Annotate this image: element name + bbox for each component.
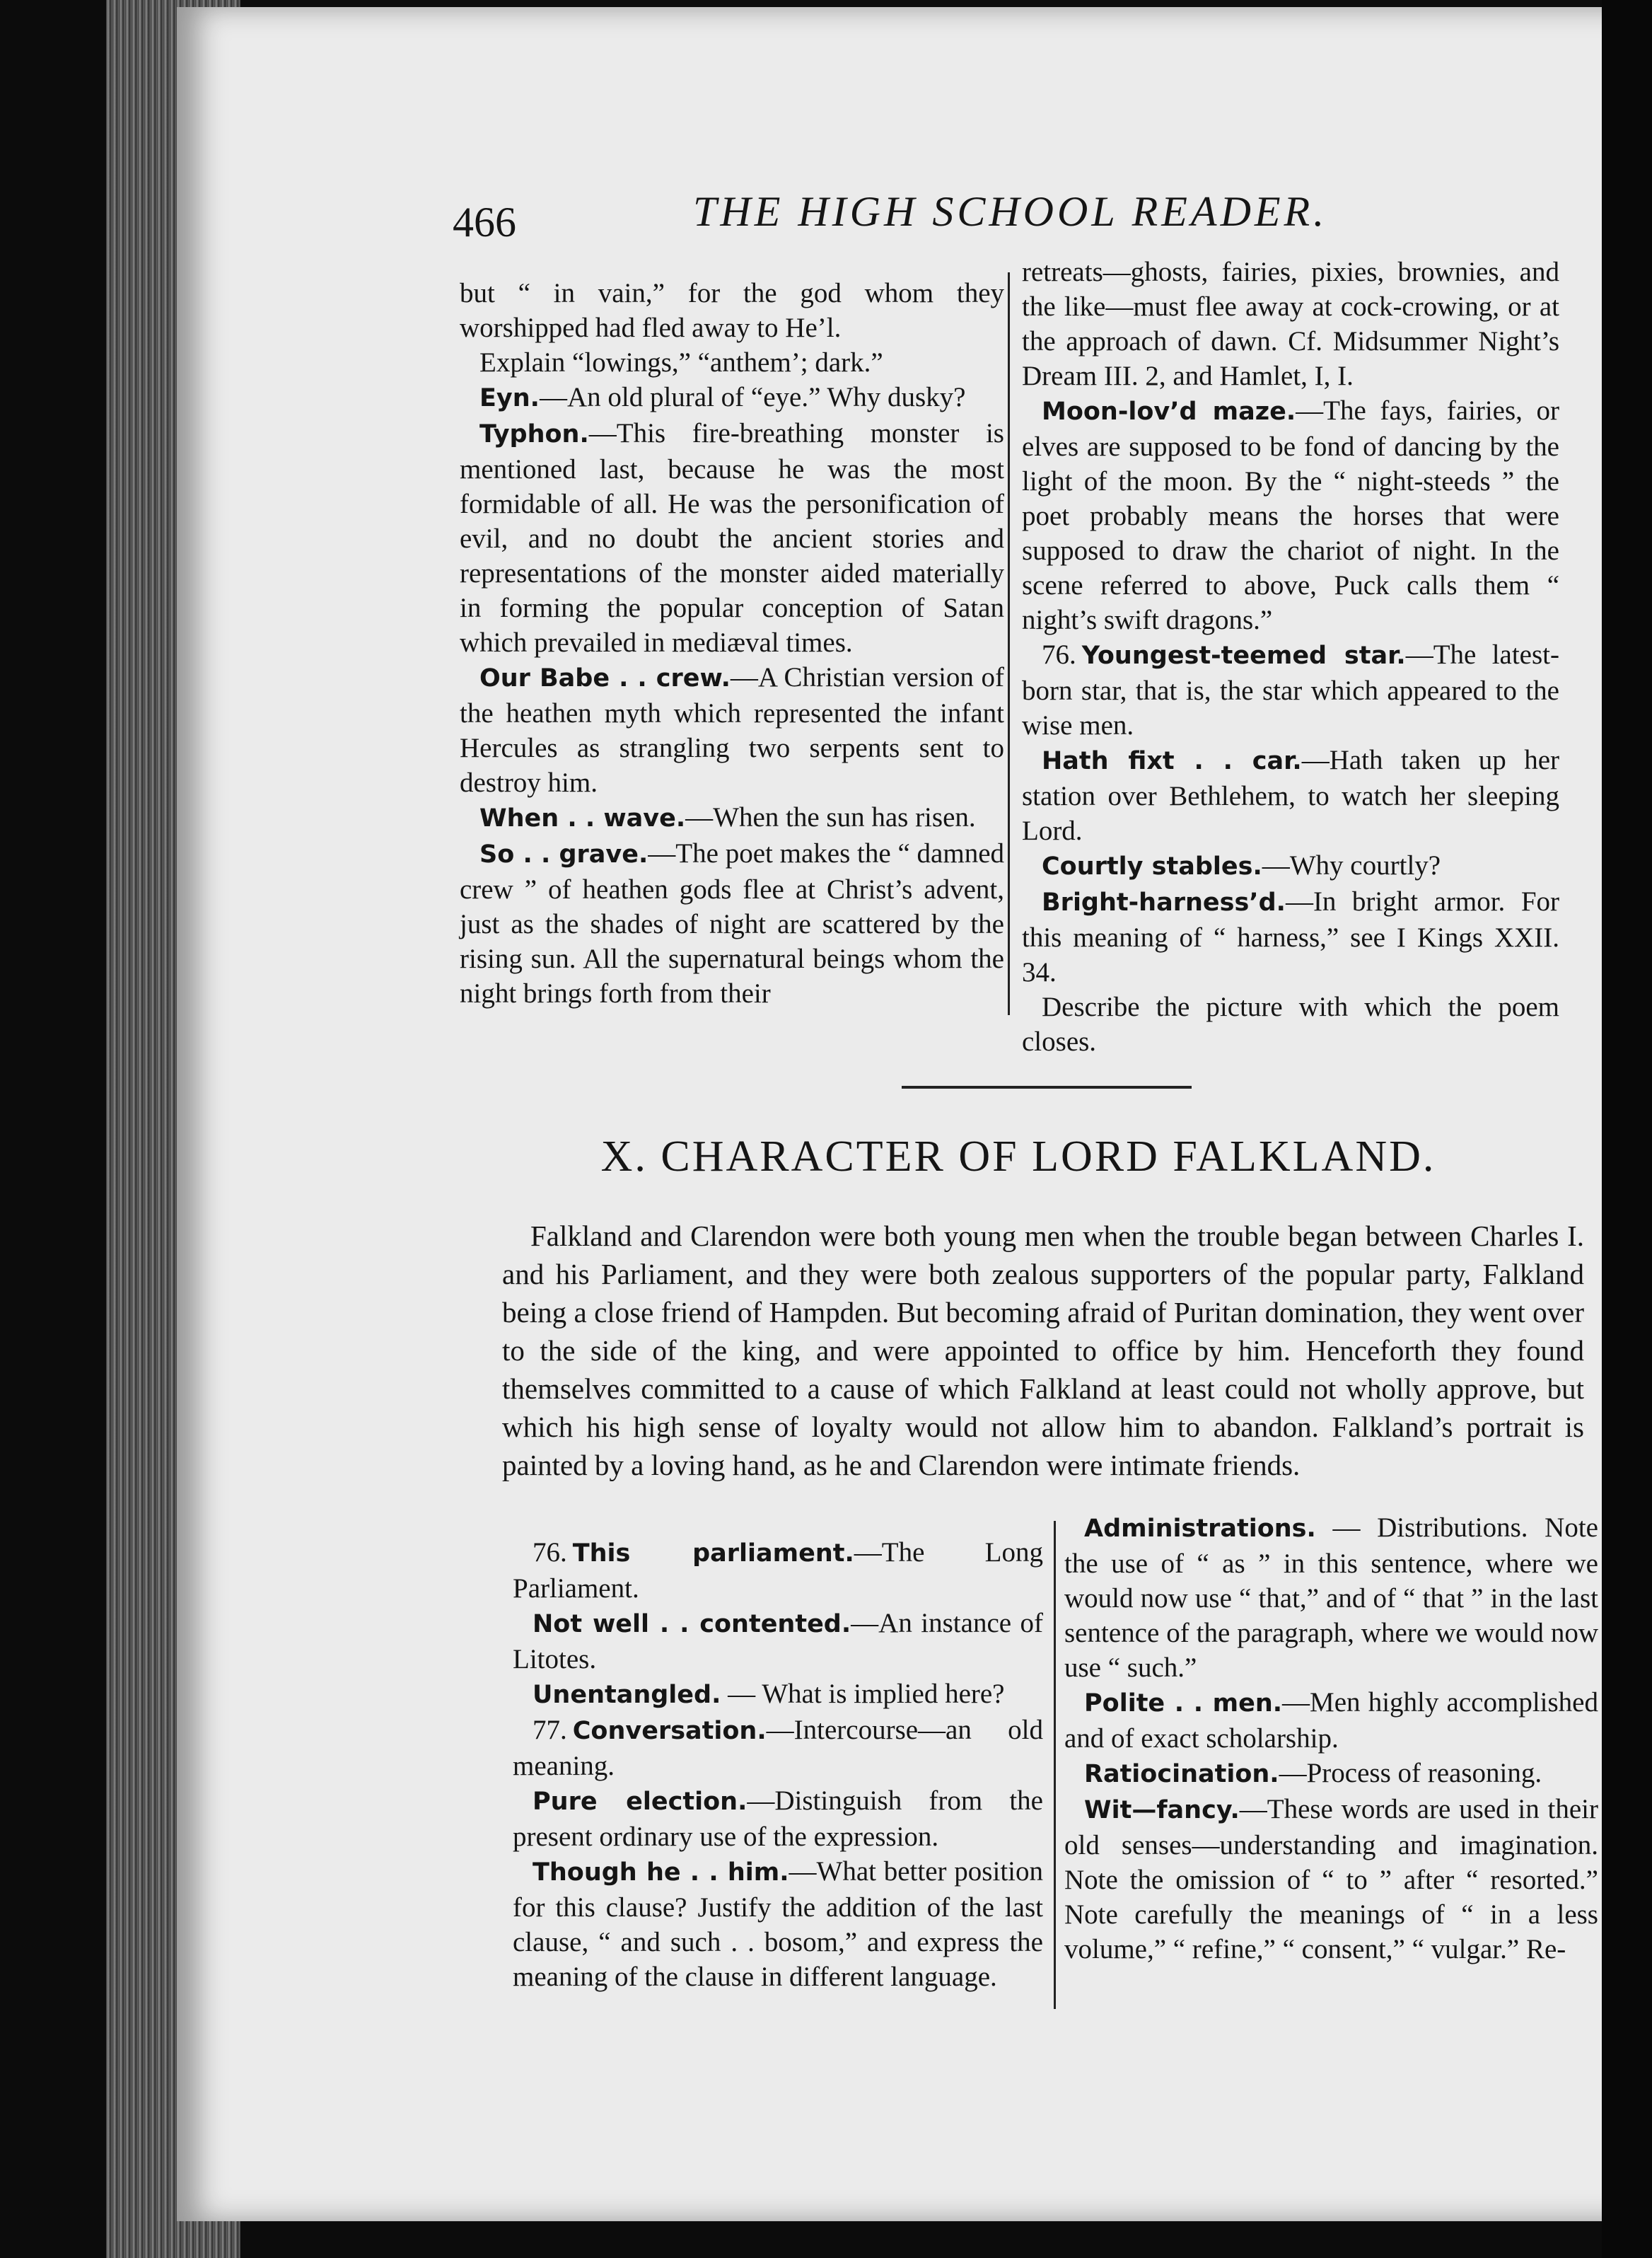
note-text: — Distributions. Note the use of “ as ” in this sentence, where we would now use “ that,” and of “ that ” in the last sentence of the paragraph, where we would now use “ such.” xyxy=(1064,1512,1598,1683)
column-divider xyxy=(1054,1521,1056,2009)
note-entry xyxy=(513,1854,1043,1994)
note-entry xyxy=(460,416,1004,660)
note-entry xyxy=(513,1606,1043,1677)
note-headword: Ratiocination. xyxy=(1084,1760,1279,1788)
note-entry xyxy=(513,1783,1043,1854)
note-text: retreats—ghosts, fairies, pixies, brownies, and the like—must flee away at cock-crowing, or at the approach of dawn. Cf. Midsummer Night’s Dream III. 2, and Hamlet, I, I. xyxy=(1022,257,1559,391)
notes-column-bottom-left xyxy=(513,1535,1043,1994)
section-rule xyxy=(902,1086,1192,1089)
note-headword: Moon-lov’d maze. xyxy=(1042,398,1296,426)
note-text: —A Christian version of the heathen myth which represented the infant Hercules as strangling two serpents sent to destroy him. xyxy=(460,662,1004,798)
note-text: —When the sun has risen. xyxy=(685,802,976,833)
note-headword: Eyn. xyxy=(479,384,540,412)
notes-column-top-left xyxy=(460,276,1004,1011)
notes-column-top-right xyxy=(1022,255,1559,1059)
notes-column-bottom-right xyxy=(1064,1510,1598,1967)
running-title: THE HIGH SCHOOL READER. xyxy=(693,188,1328,235)
note-entry xyxy=(460,380,1004,416)
note-entry xyxy=(1022,393,1559,637)
note-entry xyxy=(1022,743,1559,848)
note-entry xyxy=(1064,1792,1598,1967)
page-header xyxy=(453,187,1556,244)
note-text: —The poet makes the “ damned crew ” of heathen gods flee at Christ’s advent, just as the shades of night are scattered by the rising sun. All the supernatural beings whom the night brings forth from their xyxy=(460,838,1004,1009)
note-text: —This fire-breathing monster is mentioned last, because he was the most formidable of all. He was the personification of evil, and no doubt the ancient stories and representations of the monster aided materially in forming the popular conception of Satan which prevailed in mediæval times. xyxy=(460,418,1004,658)
note-headword: Not well . . contented. xyxy=(533,1610,851,1638)
note-text: —Process of reasoning. xyxy=(1279,1758,1542,1788)
note-text: —An old plural of “eye.” Why dusky? xyxy=(539,382,966,412)
note-headword: Polite . . men. xyxy=(1084,1689,1283,1718)
note-text: —An instance of Litotes. xyxy=(513,1608,1043,1674)
column-divider xyxy=(1008,272,1010,1015)
line-number: 76. xyxy=(1042,639,1076,670)
note-entry xyxy=(1022,848,1559,884)
section-title: X. CHARACTER OF LORD FALKLAND. xyxy=(600,1133,1436,1181)
note-text: Describe the picture with which the poem closes. xyxy=(1022,992,1559,1057)
note-entry xyxy=(460,276,1004,345)
page-number: 466 xyxy=(453,199,516,245)
note-text: — What is implied here? xyxy=(721,1679,1005,1709)
note-text: —Hath taken up her station over Bethlehem, to watch her sleeping Lord. xyxy=(1022,745,1559,846)
note-entry xyxy=(1064,1685,1598,1756)
note-entry xyxy=(1022,990,1559,1059)
note-headword: Though he . . him. xyxy=(533,1858,789,1887)
note-text: —Intercourse—an old meaning. xyxy=(513,1715,1043,1781)
note-headword: When . . wave. xyxy=(479,804,686,833)
note-text: —What better position for this clause? Justify the addition of the last clause, “ and such . . bosom,” and express the meaning of the clause in different language. xyxy=(513,1856,1043,1992)
note-text: —Men highly accomplished and of exact scholarship. xyxy=(1064,1687,1598,1754)
scan-border xyxy=(1602,0,1652,2258)
note-headword: Administrations. xyxy=(1084,1515,1316,1543)
note-headword: Unentangled. xyxy=(533,1681,721,1709)
note-entry xyxy=(460,345,1004,380)
note-headword: Typhon. xyxy=(479,420,589,448)
note-text: but “ in vain,” for the god whom they worshipped had fled away to He’l. xyxy=(460,278,1004,343)
note-headword: Courtly stables. xyxy=(1042,852,1262,881)
note-text: —In bright armor. For this meaning of “ harness,” see I Kings XXII. 34. xyxy=(1022,886,1559,988)
note-entry xyxy=(1064,1510,1598,1685)
note-text: —These words are used in their old senses—understanding and imagination. Note the omission of “ to ” after “ resorted.” Note carefully the meanings of “ in a less volume,” “ refine,” “ consent,” “ vulgar.” Re- xyxy=(1064,1794,1598,1964)
note-text: —The latest-born star, that is, the star which appeared to the wise men. xyxy=(1022,639,1559,741)
note-headword: So . . grave. xyxy=(479,840,648,869)
note-entry xyxy=(460,660,1004,800)
line-number: 76. xyxy=(533,1537,567,1568)
note-entry xyxy=(1022,637,1559,743)
line-number: 77. xyxy=(533,1715,567,1745)
note-text: —Why courtly? xyxy=(1262,850,1441,881)
note-entry xyxy=(513,1713,1043,1783)
note-entry xyxy=(1022,884,1559,990)
note-headword: Our Babe . . crew. xyxy=(479,664,731,693)
note-headword: Youngest-teemed star. xyxy=(1081,642,1406,670)
note-headword: Wit—fancy. xyxy=(1084,1796,1240,1824)
note-entry xyxy=(460,836,1004,1011)
note-entry xyxy=(513,1677,1043,1713)
note-entry xyxy=(513,1535,1043,1606)
note-text: —The fays, fairies, or elves are supposed to be fond of dancing by the light of the moon. By the “ night-steeds ” the poet probably means the horses that were supposed to draw the chariot of night. In the scene referred to above, Puck calls them “ night’s swift dragons.” xyxy=(1022,395,1560,635)
note-headword: Bright-harness’d. xyxy=(1042,888,1286,917)
note-text: Explain “lowings,” “anthem’; dark.” xyxy=(479,347,883,378)
note-headword: Hath fixt . . car. xyxy=(1042,747,1302,775)
note-text: —The Long Parliament. xyxy=(513,1537,1043,1604)
note-entry xyxy=(1064,1756,1598,1792)
note-headword: Conversation. xyxy=(572,1717,767,1745)
section-intro: Falkland and Clarendon were both young men when the trouble began between Charles I. and his Parliament, and they were both zealous supporters of the popular party, Falkland being a close friend of Hampden. But becoming afraid of Puritan domination, they went over to the side of the king, and were appointed to office by him. Henceforth they found themselves committed to a cause of which Falkland at least could not wholly approve, but which his high sense of loyalty would not allow him to abandon. Falkland’s portrait is painted by a loving hand, as he and Clarendon were intimate friends. xyxy=(502,1220,1584,1481)
note-text: —Distinguish from the present ordinary use of the expression. xyxy=(513,1785,1043,1852)
note-headword: Pure election. xyxy=(533,1788,748,1816)
note-entry xyxy=(1022,255,1559,393)
note-entry xyxy=(460,800,1004,836)
note-headword: This parliament. xyxy=(572,1539,854,1568)
